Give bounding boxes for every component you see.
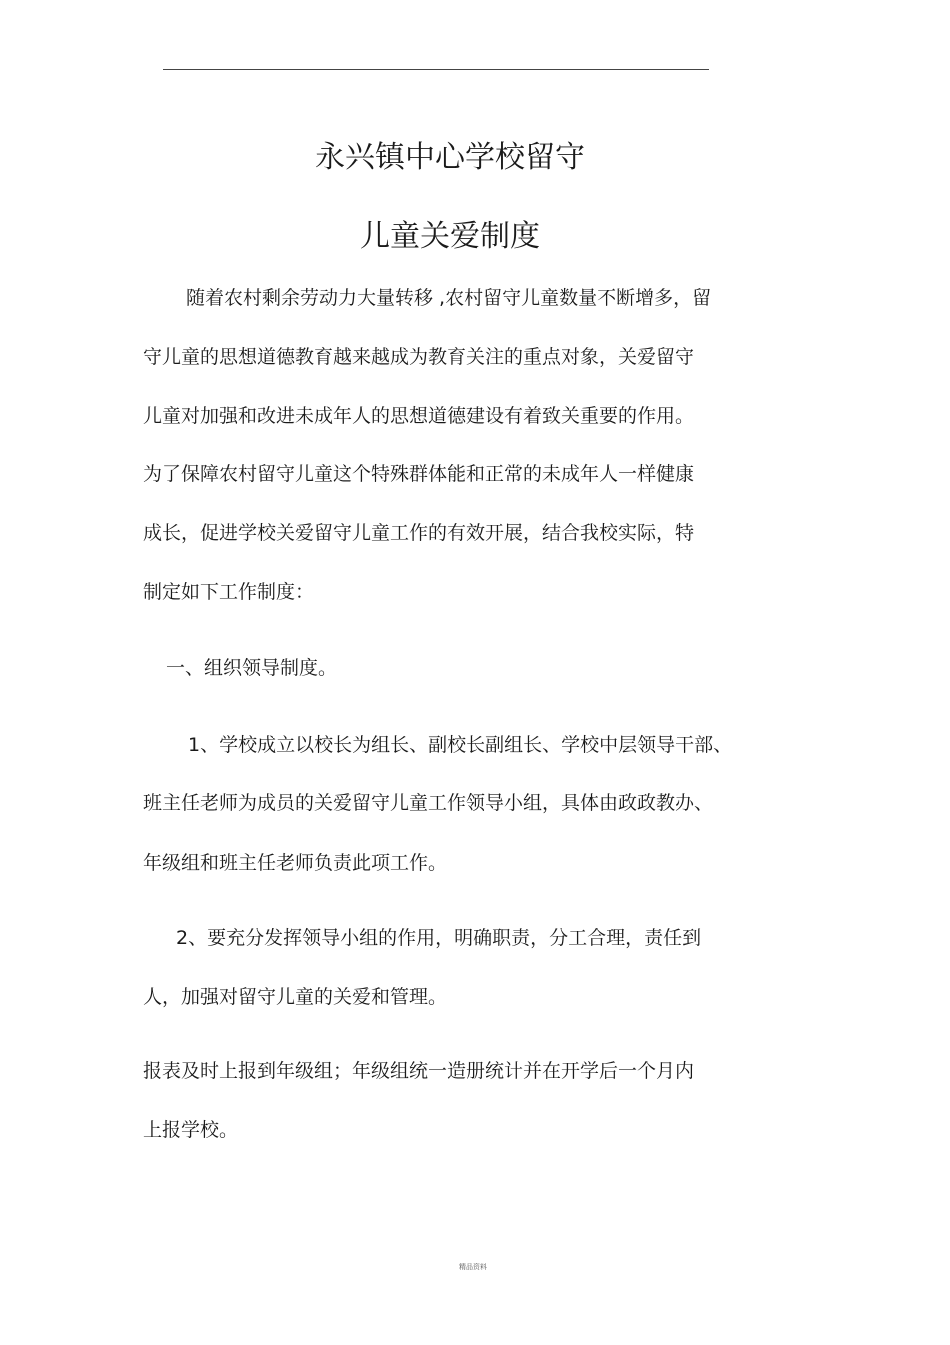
intro-line-5: 成长，促进学校关爱留守儿童工作的有效开展，结合我校实际，特 (143, 522, 695, 544)
page-footer: 精品资料 (459, 1263, 487, 1271)
item-1-line-2: 班主任老师为成员的关爱留守儿童工作领导小组，具体由政政教办、 (143, 792, 714, 814)
item-2-line-1: 2、要充分发挥领导小组的作用，明确职责，分工合理，责任到 (176, 927, 702, 949)
section-heading: 一、组织领导制度。 (166, 657, 338, 679)
intro-line-3: 儿童对加强和改进未成年人的思想道德建设有着致关重要的作用。 (143, 405, 695, 427)
document-title-line-1: 永兴镇中心学校留守 (315, 140, 585, 175)
item-1-line-1: 1、学校成立以校长为组长、副校长副组长、学校中层领导干部、 (188, 734, 733, 756)
intro-line-2: 守儿童的思想道德教育越来越成为教育关注的重点对象，关爱留守 (143, 346, 695, 368)
intro-line-6: 制定如下工作制度： (143, 581, 315, 603)
document-title-line-2: 儿童关爱制度 (360, 219, 540, 254)
header-rule (163, 69, 709, 70)
report-line-2: 上报学校。 (143, 1119, 239, 1141)
item-1-line-3: 年级组和班主任老师负责此项工作。 (143, 852, 448, 874)
intro-line-1: 随着农村剩余劳动力大量转移 ,农村留守儿童数量不断增多，留 (186, 287, 712, 309)
report-line-1: 报表及时上报到年级组；年级组统一造册统计并在开学后一个月内 (143, 1060, 695, 1082)
intro-line-4: 为了保障农村留守儿童这个特殊群体能和正常的未成年人一样健康 (143, 463, 695, 485)
item-2-line-2: 人，加强对留守儿童的关爱和管理。 (143, 986, 448, 1008)
